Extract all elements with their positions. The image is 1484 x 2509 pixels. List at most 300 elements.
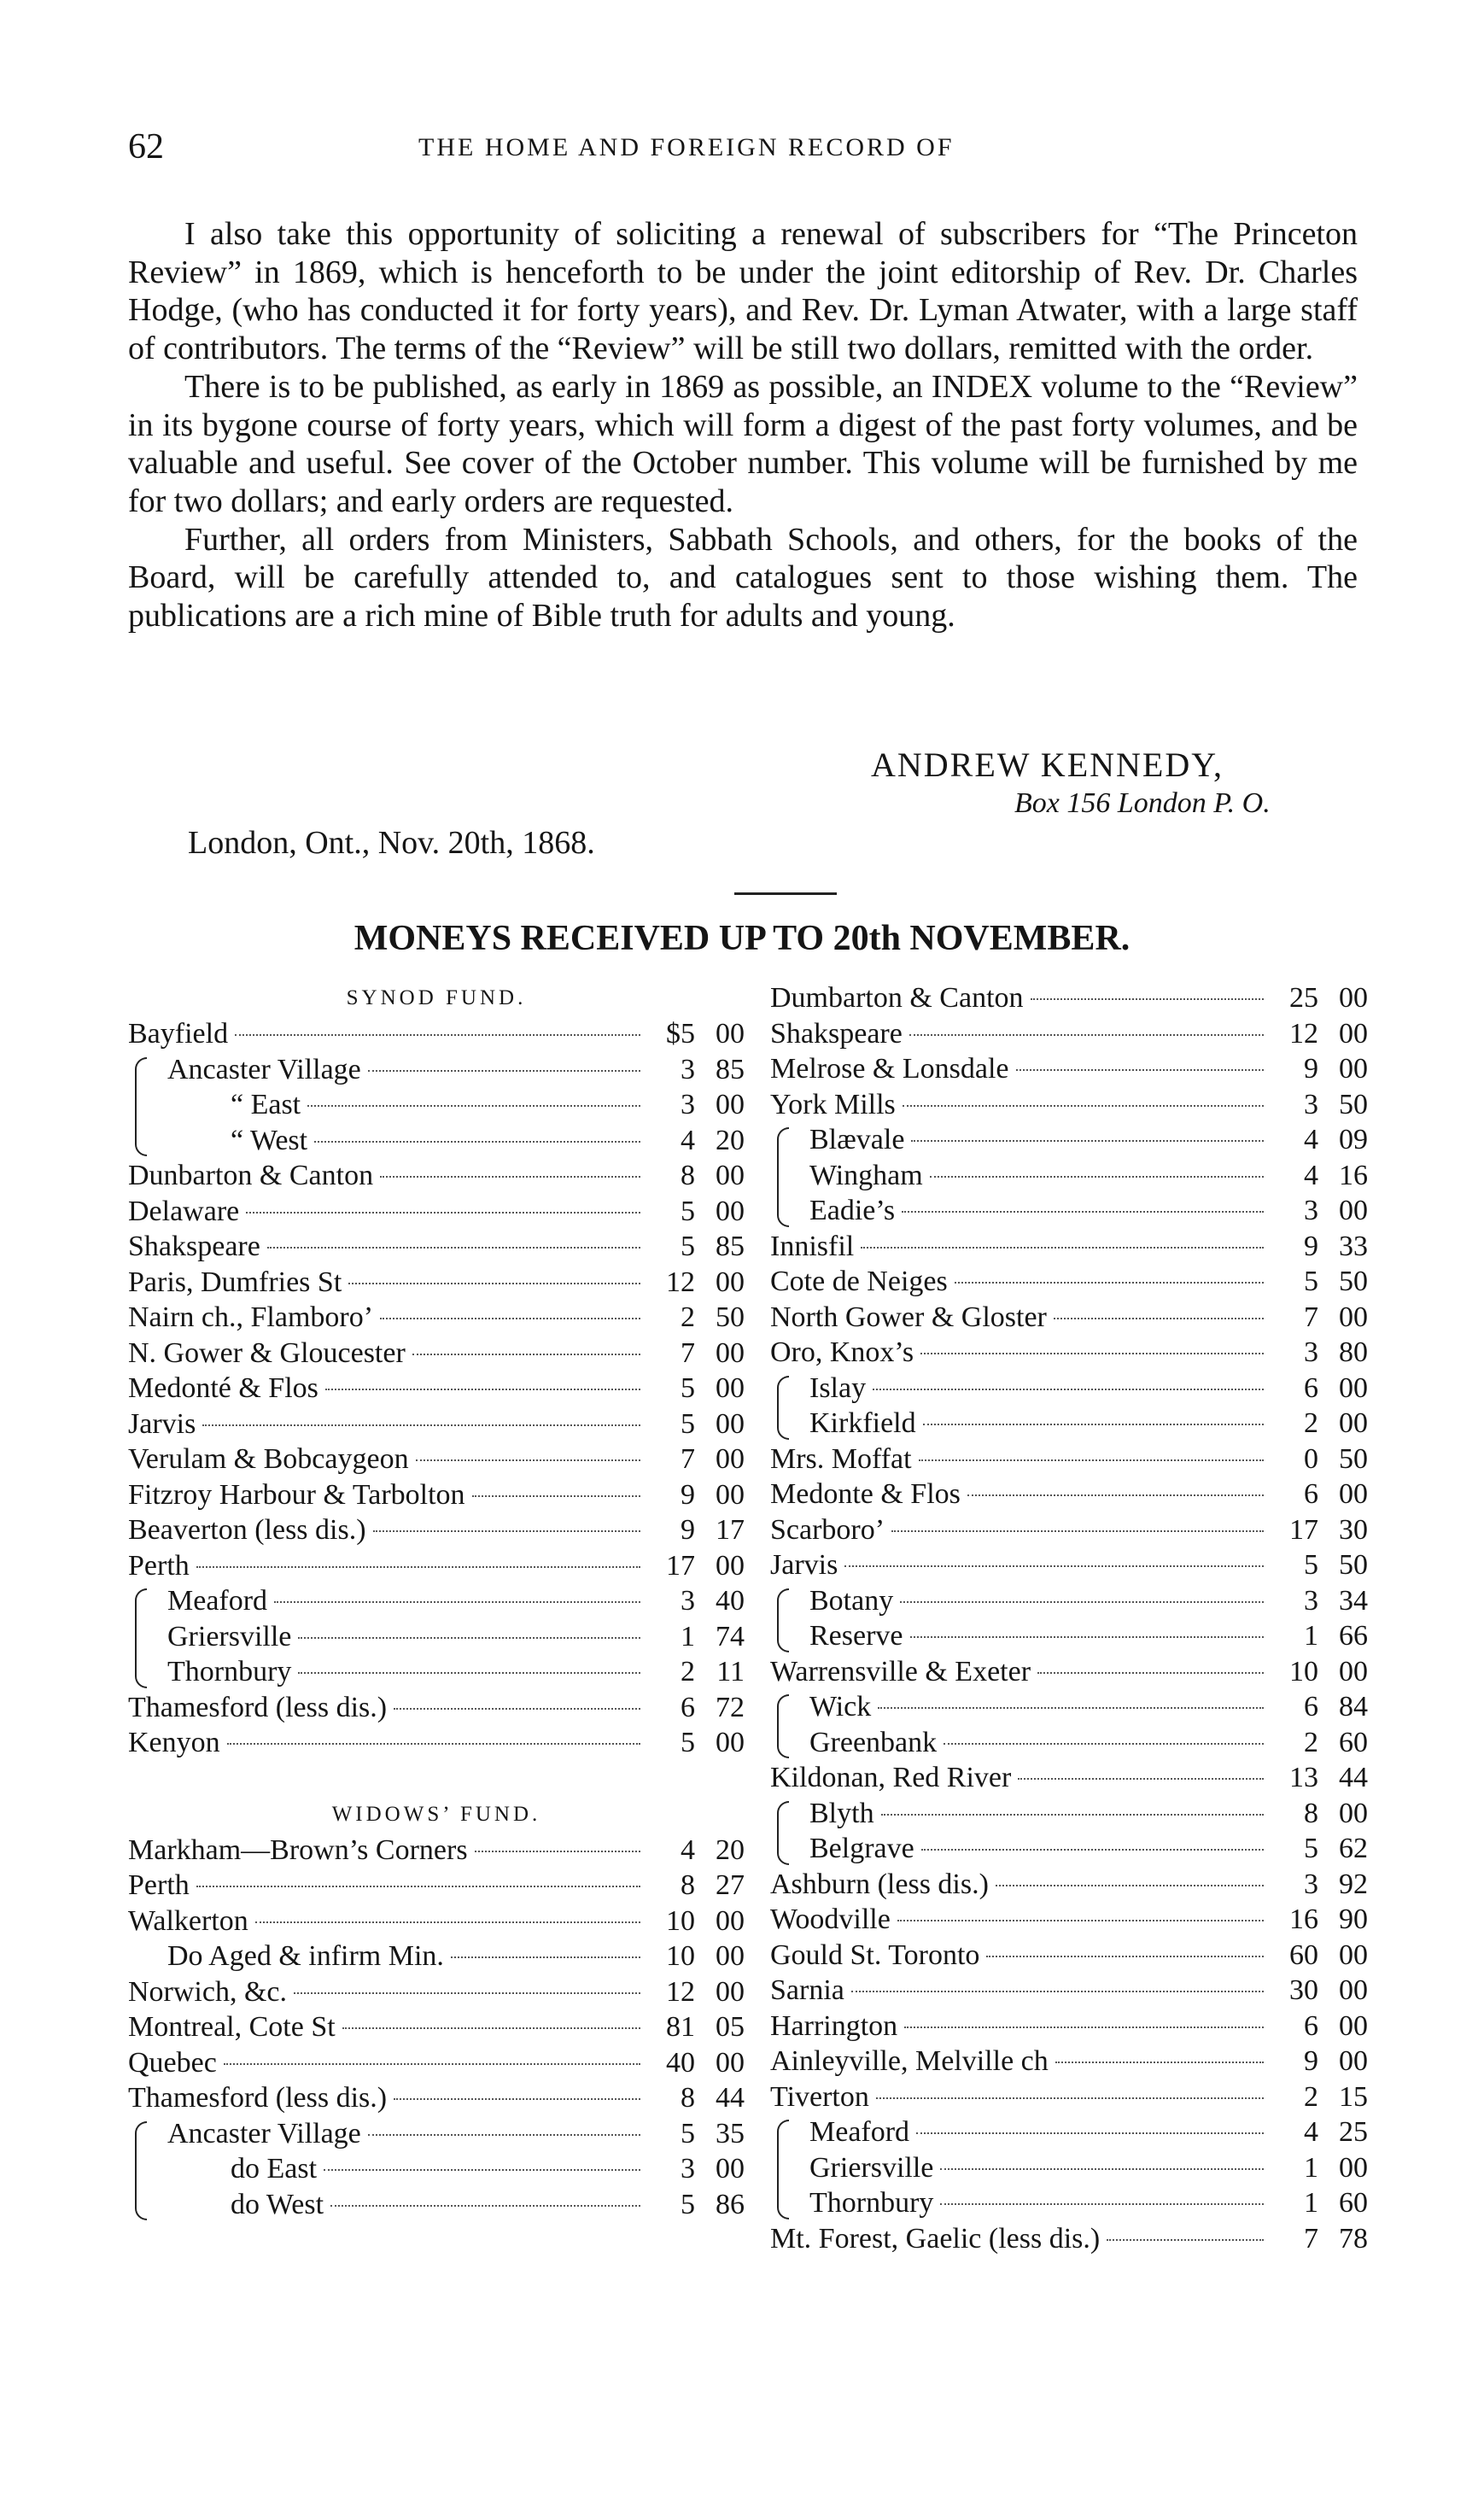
entry-name: Ancaster Village: [167, 2117, 361, 2149]
entry-name: Medonté & Flos: [128, 1372, 318, 1404]
entry-cents: 00: [1339, 2151, 1368, 2184]
ledger-entry: [770, 2009, 1368, 2044]
leader-dots: [876, 2097, 1264, 2099]
entry-cents: 25: [1339, 2116, 1368, 2148]
entry-cents: 00: [1339, 1407, 1368, 1439]
group-brace: [777, 1801, 789, 1865]
leader-dots: [380, 1176, 640, 1178]
entry-name: Thamesford (less dis.): [128, 1691, 388, 1723]
ledger-entry: [770, 1193, 1368, 1229]
ledger-entry: [128, 2116, 745, 2152]
entry-dollars: 1: [1304, 2151, 1318, 2184]
leader-dots: [844, 1565, 1264, 1567]
entry-dollars: 3: [681, 1089, 695, 1120]
ledger-entry: [128, 1548, 745, 1584]
synod-fund-list: [128, 1016, 745, 1761]
entry-cents: 00: [1339, 1797, 1368, 1829]
entry-dollars: 10: [666, 1904, 695, 1937]
leader-dots: [380, 1318, 640, 1319]
entry-dollars: 8: [681, 1160, 695, 1191]
ledger-entry: [770, 1300, 1368, 1336]
group-brace: [777, 1694, 789, 1758]
entry-dollars: 5: [1304, 1549, 1318, 1581]
address: Box 156 London P. O.: [1014, 787, 1271, 819]
entry-cents: 80: [1339, 1336, 1368, 1368]
entry-cents: 84: [1339, 1691, 1368, 1722]
entry-cents: 50: [1339, 1442, 1368, 1475]
entry-dollars: 1: [681, 1620, 695, 1652]
leader-dots: [475, 1851, 640, 1852]
ledger-entry: [770, 1760, 1368, 1796]
entry-name: Cote de Neiges: [770, 1266, 948, 1297]
leader-dots: [307, 1105, 640, 1107]
entry-name: N. Gower & Gloucester: [128, 1336, 406, 1369]
group-brace: [777, 1376, 789, 1440]
ledger-entry: [128, 1904, 745, 1939]
leader-dots: [878, 1707, 1264, 1709]
entry-dollars: 25: [1289, 982, 1318, 1014]
ledger-entry: [770, 2044, 1368, 2079]
ledger-entry: [128, 1336, 745, 1371]
entry-dollars: 7: [1304, 2222, 1318, 2255]
ledger-entry: [770, 1583, 1368, 1619]
entry-name: Griersville: [809, 2151, 934, 2184]
entry-name: Perth: [128, 1869, 190, 1901]
ledger-entry: [770, 1087, 1368, 1123]
ledger-entry: [770, 1618, 1368, 1654]
entry-name: North Gower & Gloster: [770, 1301, 1047, 1333]
entry-dollars: 3: [1304, 1195, 1318, 1226]
entry-name: Wingham: [809, 1159, 923, 1191]
entry-dollars: 9: [1304, 1053, 1318, 1085]
leader-dots: [255, 1921, 640, 1923]
left-column: [128, 980, 745, 2222]
ledger-entry: [128, 2045, 745, 2081]
ledger-entry: [128, 1123, 745, 1159]
entry-cents: 00: [1339, 1017, 1368, 1050]
entry-cents: 00: [716, 1407, 745, 1440]
entry-dollars: 3: [681, 1585, 695, 1617]
ledger-entry: [128, 1868, 745, 1904]
entry-cents: 44: [716, 2082, 745, 2114]
ledger-entry: [128, 1619, 745, 1655]
leader-dots: [903, 1105, 1264, 1107]
entry-name: Oro, Knox’s: [770, 1336, 914, 1368]
leader-dots: [930, 1176, 1264, 1178]
entry-name: Eadie’s: [809, 1195, 896, 1226]
ledger-entry: [770, 1229, 1368, 1265]
leader-dots: [1037, 1672, 1264, 1674]
ledger-entry: [770, 1016, 1368, 1052]
entry-dollars: 1: [1304, 2187, 1318, 2219]
leader-dots: [910, 1636, 1264, 1638]
leader-dots: [324, 2169, 640, 2171]
leader-dots: [904, 2026, 1264, 2028]
widows-fund-title: WIDOWS’ FUND.: [331, 1802, 541, 1826]
ledger-entry: [128, 1016, 745, 1052]
entry-dollars: 5: [681, 2117, 695, 2149]
entry-cents: 00: [1339, 1053, 1368, 1085]
entry-cents: 50: [1339, 1549, 1368, 1581]
leader-dots: [274, 1601, 640, 1603]
entry-cents: 00: [1339, 1655, 1368, 1687]
leader-dots: [298, 1637, 640, 1639]
ledger-entry: [128, 1512, 745, 1548]
entry-cents: 00: [716, 1940, 745, 1972]
entry-name: Islay: [809, 1371, 867, 1404]
entry-cents: 00: [1339, 1478, 1368, 1510]
ledger-entry: [128, 2080, 745, 2116]
entry-name: Greenbank: [809, 1726, 938, 1758]
group-brace: [135, 1057, 147, 1157]
intro-paragraph: I also take this opportunity of soliciting a renewal of subscribers for “The Princeton Review” in 1869, which is henceforth to be under the joint editorship of Rev. Dr. Charles Hodge, (who has conducted it for forty years), and Rev. Dr. Lyman Atwater, with a large staff of contributors. The terms of the “Review” will be still two dollars, remitted with the order.: [128, 216, 1358, 367]
entry-dollars: 3: [1304, 1868, 1318, 1900]
entry-name: Gould St. Toronto: [770, 1939, 980, 1971]
leader-dots: [902, 1211, 1264, 1213]
entry-cents: 20: [716, 1834, 745, 1866]
leader-dots: [1107, 2239, 1264, 2241]
page-header: [128, 126, 1358, 169]
right-column: [770, 980, 1368, 2256]
entry-dollars: 5: [681, 1372, 695, 1404]
leader-dots: [1055, 2062, 1264, 2063]
ledger-entry: [770, 1831, 1368, 1867]
entry-name: Griersville: [167, 1620, 292, 1652]
leader-dots: [314, 1141, 640, 1143]
ledger-entry: [128, 1583, 745, 1619]
entry-cents: 74: [716, 1620, 745, 1652]
entry-cents: 00: [716, 2046, 745, 2079]
entry-cents: 20: [716, 1124, 745, 1156]
ledger-entry: [128, 1442, 745, 1477]
entry-name: Quebec: [128, 2046, 217, 2079]
entry-name: Belgrave: [809, 1833, 914, 1864]
ledger-entry: [770, 2079, 1368, 2115]
entry-cents: 66: [1339, 1620, 1368, 1652]
entry-dollars: 5: [681, 1727, 695, 1758]
leader-dots: [196, 1566, 640, 1568]
entry-dollars: 2: [681, 1301, 695, 1333]
entry-cents: 92: [1339, 1868, 1368, 1900]
leader-dots: [986, 1956, 1264, 1957]
entry-name: Medonte & Flos: [770, 1478, 961, 1510]
entry-dollars: 81: [666, 2011, 695, 2043]
entry-dollars: 2: [1304, 1407, 1318, 1439]
entry-name: Dunbarton & Canton: [128, 1160, 374, 1191]
entry-dollars: 9: [681, 1478, 695, 1511]
leader-dots: [267, 1247, 640, 1249]
entry-cents: 00: [1339, 2045, 1368, 2077]
ledger-entry: [770, 1264, 1368, 1300]
entry-dollars: 9: [1304, 1230, 1318, 1262]
entry-dollars: 3: [1304, 1584, 1318, 1617]
group-brace: [135, 1588, 147, 1688]
entry-cents: 11: [716, 1656, 745, 1687]
entry-dollars: 5: [681, 1231, 695, 1262]
entry-dollars: 9: [681, 1514, 695, 1546]
entry-dollars: 9: [1304, 2045, 1318, 2077]
leader-dots: [923, 1424, 1264, 1425]
entry-name: Do Aged & infirm Min.: [167, 1940, 444, 1972]
entry-cents: 00: [1339, 1974, 1368, 2006]
entry-cents: 00: [716, 1975, 745, 2008]
entry-name: Perth: [128, 1549, 190, 1582]
entry-name: Ainleyville, Melville ch: [770, 2045, 1049, 2077]
entry-cents: 60: [1339, 1726, 1368, 1758]
entry-cents: 50: [1339, 1266, 1368, 1297]
entry-cents: 85: [716, 1053, 745, 1085]
entry-cents: 60: [1339, 2187, 1368, 2219]
entry-name: Woodville: [770, 1904, 891, 1935]
entry-dollars: 5: [1304, 1266, 1318, 1297]
entry-dollars: 16: [1289, 1904, 1318, 1935]
group-brace: [777, 1588, 789, 1652]
ledger-entry: [770, 1689, 1368, 1725]
running-head: THE HOME AND FOREIGN RECORD OF: [418, 133, 955, 161]
intro-paragraph: Further, all orders from Ministers, Sabbath Schools, and others, for the books of the Board, will be carefully attended to, and catalogues sent to those wishing them. The publications are a rich mine of Bible truth for adults and young.: [128, 521, 1358, 635]
leader-dots: [955, 1282, 1264, 1284]
leader-dots: [235, 1034, 640, 1036]
ledger-entry: [128, 1974, 745, 2010]
leader-dots: [861, 1247, 1264, 1249]
entry-cents: 15: [1339, 2080, 1368, 2113]
entry-cents: 00: [716, 1089, 745, 1120]
entry-cents: 00: [1339, 2009, 1368, 2042]
entry-name: York Mills: [770, 1088, 896, 1120]
entry-cents: 00: [716, 1195, 745, 1227]
entry-cents: 00: [716, 1727, 745, 1758]
dateline: London, Ont., Nov. 20th, 1868.: [188, 825, 595, 861]
entry-cents: 90: [1339, 1904, 1368, 1935]
ledger-entry: [128, 1371, 745, 1407]
entry-name: Markham—Brown’s Corners: [128, 1834, 468, 1866]
ledger-entry: [770, 1796, 1368, 1832]
entry-name: Botany: [809, 1584, 894, 1617]
entry-name: Ashburn (less dis.): [770, 1868, 989, 1900]
entry-cents: 30: [1339, 1513, 1368, 1546]
ledger-entry: [770, 1547, 1368, 1583]
entry-name: Kildonan, Red River: [770, 1762, 1012, 1793]
entry-cents: 00: [716, 2153, 745, 2184]
entry-dollars: 10: [1289, 1655, 1318, 1687]
entry-dollars: 4: [1304, 1124, 1318, 1155]
entry-cents: 72: [716, 1691, 745, 1723]
leader-dots: [298, 1672, 640, 1674]
ledger-entry: [128, 1654, 745, 1690]
entry-dollars: 5: [681, 1195, 695, 1227]
leader-dots: [325, 1389, 640, 1390]
entry-cents: 34: [1339, 1584, 1368, 1617]
entry-cents: 05: [716, 2011, 745, 2043]
leader-dots: [416, 1459, 640, 1461]
leader-dots: [891, 1530, 1264, 1532]
leader-dots: [851, 1991, 1264, 1992]
entry-name: Beaverton (less dis.): [128, 1514, 366, 1546]
ledger-entry: [128, 1194, 745, 1230]
widows-fund-list: [128, 1833, 745, 2223]
entry-cents: 00: [716, 1160, 745, 1191]
entry-dollars: 17: [1289, 1513, 1318, 1546]
entry-name: Fitzroy Harbour & Tarbolton: [128, 1478, 465, 1511]
leader-dots: [1018, 1778, 1264, 1780]
entry-name: Mt. Forest, Gaelic (less dis.): [770, 2222, 1101, 2255]
leader-dots: [1054, 1318, 1264, 1319]
entry-cents: 17: [716, 1514, 745, 1546]
right-column-list: [770, 980, 1368, 2256]
entry-cents: 00: [716, 1549, 745, 1582]
ledger-entry: [128, 1477, 745, 1513]
leader-dots: [881, 1814, 1264, 1816]
entry-name: Thornbury: [167, 1656, 292, 1687]
section-rule: [734, 892, 837, 895]
leader-dots: [916, 2132, 1264, 2134]
ledger-entry: [770, 1335, 1368, 1371]
ledger-entry: [770, 1512, 1368, 1548]
entry-cents: 00: [716, 1336, 745, 1369]
leader-dots: [342, 2027, 640, 2029]
entry-dollars: 4: [681, 1834, 695, 1866]
intro-paragraph: There is to be published, as early in 1869 as possible, an INDEX volume to the “Review” in its bygone course of forty years, which will form a digest of the past forty volumes, and be valuable and useful. See cover of the October number. This volume will be furnished by me for two dollars; and early orders are requested.: [128, 368, 1358, 519]
leader-dots: [394, 2098, 640, 2100]
synod-fund-title: SYNOD FUND.: [346, 986, 527, 1009]
ledger-entry: [770, 2150, 1368, 2186]
ledger-entry: [128, 1087, 745, 1123]
group-brace: [135, 2121, 147, 2221]
entry-dollars: 8: [681, 2082, 695, 2114]
entry-dollars: 12: [666, 1266, 695, 1298]
ledger-entry: [770, 2221, 1368, 2257]
leader-dots: [224, 2063, 640, 2065]
entry-cents: 00: [716, 1904, 745, 1937]
entry-name: Kirkfield: [809, 1407, 916, 1439]
leader-dots: [996, 1885, 1264, 1886]
entry-cents: 50: [1339, 1088, 1368, 1120]
leader-dots: [227, 1743, 640, 1745]
entry-name: Meaford: [809, 2116, 910, 2148]
entry-dollars: 0: [1304, 1442, 1318, 1475]
leader-dots: [368, 2134, 640, 2136]
entry-cents: 85: [716, 1231, 745, 1262]
intro-text: [128, 215, 1358, 635]
entry-cents: 86: [716, 2188, 745, 2220]
ledger-entry: [770, 1938, 1368, 1974]
entry-name: “ East: [231, 1089, 301, 1120]
leader-dots: [873, 1389, 1264, 1390]
entry-name: Thornbury: [809, 2187, 934, 2219]
entry-cents: 00: [1339, 982, 1368, 1014]
leader-dots: [1031, 998, 1264, 1000]
entry-name: Paris, Dumfries St: [128, 1266, 342, 1298]
entry-name: Wick: [809, 1691, 872, 1722]
spacer: [128, 1761, 745, 1797]
leader-dots: [900, 1601, 1264, 1603]
entry-dollars: 5: [681, 2188, 695, 2220]
ledger-entry: [770, 1158, 1368, 1194]
entry-cents: 40: [716, 1585, 745, 1617]
leader-dots: [909, 1034, 1264, 1036]
ledger-entry: [128, 1833, 745, 1869]
entry-dollars: 3: [1304, 1088, 1318, 1120]
ledger-entry: [128, 1407, 745, 1442]
entry-dollars: 7: [681, 1443, 695, 1475]
ledger-entry: [770, 1406, 1368, 1442]
ledger-entry: [770, 980, 1368, 1016]
entry-dollars: 12: [666, 1975, 695, 2008]
ledger-entry: [770, 2185, 1368, 2221]
ledger-entry: [770, 1442, 1368, 1477]
entry-cents: 16: [1339, 1159, 1368, 1191]
entry-dollars: 30: [1289, 1974, 1318, 2006]
entry-dollars: 6: [1304, 2009, 1318, 2042]
entry-name: Sarnia: [770, 1974, 844, 2006]
entry-dollars: 17: [666, 1549, 695, 1582]
entry-dollars: $5: [666, 1018, 695, 1050]
entry-name: do East: [231, 2153, 318, 2184]
ledger-entry: [128, 1158, 745, 1194]
leader-dots: [940, 2168, 1264, 2170]
entry-name: Harrington: [770, 2009, 898, 2042]
ledger-entry: [128, 1265, 745, 1301]
leader-dots: [294, 1992, 640, 1994]
ledger-entry: [770, 1973, 1368, 2009]
entry-name: Meaford: [167, 1585, 268, 1617]
ledger-entry: [770, 2114, 1368, 2150]
group-brace: [777, 2120, 789, 2220]
entry-dollars: 60: [1289, 1939, 1318, 1971]
ledger-entry: [770, 1654, 1368, 1690]
entry-dollars: 2: [1304, 1726, 1318, 1758]
ledger-entry: [770, 1725, 1368, 1761]
leader-dots: [246, 1212, 640, 1214]
entry-dollars: 3: [1304, 1336, 1318, 1368]
ledger-entry: [128, 1690, 745, 1726]
entry-dollars: 8: [681, 1869, 695, 1901]
ledger-entry: [128, 1725, 745, 1761]
ledger-entry: [128, 1229, 745, 1265]
entry-dollars: 6: [1304, 1371, 1318, 1404]
entry-name: Tiverton: [770, 2080, 869, 2113]
entry-dollars: 5: [1304, 1833, 1318, 1864]
entry-cents: 00: [716, 1372, 745, 1404]
entry-cents: 33: [1339, 1230, 1368, 1262]
leader-dots: [472, 1495, 640, 1497]
entry-dollars: 10: [666, 1940, 695, 1972]
ledger-entry: [128, 1300, 745, 1336]
entry-dollars: 4: [1304, 2116, 1318, 2148]
entry-dollars: 4: [1304, 1159, 1318, 1191]
leader-dots: [940, 2203, 1264, 2205]
ledger-entry: [128, 1052, 745, 1088]
entry-cents: 00: [1339, 1301, 1368, 1333]
entry-cents: 44: [1339, 1762, 1368, 1793]
entry-cents: 27: [716, 1869, 745, 1901]
ledger-entry: [770, 1371, 1368, 1407]
entry-name: Warrensville & Exeter: [770, 1655, 1031, 1687]
entry-name: Jarvis: [770, 1549, 838, 1581]
leader-dots: [202, 1424, 640, 1426]
entry-name: Blyth: [809, 1797, 874, 1829]
entry-dollars: 7: [1304, 1301, 1318, 1333]
ledger-entry: [770, 1122, 1368, 1158]
entry-name: Melrose & Lonsdale: [770, 1053, 1009, 1085]
entry-name: Delaware: [128, 1195, 240, 1227]
entry-cents: 00: [716, 1018, 745, 1050]
entry-name: Blævale: [809, 1124, 905, 1155]
entry-dollars: 7: [681, 1336, 695, 1369]
leader-dots: [897, 1920, 1264, 1921]
entry-name: Innisfil: [770, 1230, 855, 1262]
entry-dollars: 4: [681, 1124, 695, 1156]
